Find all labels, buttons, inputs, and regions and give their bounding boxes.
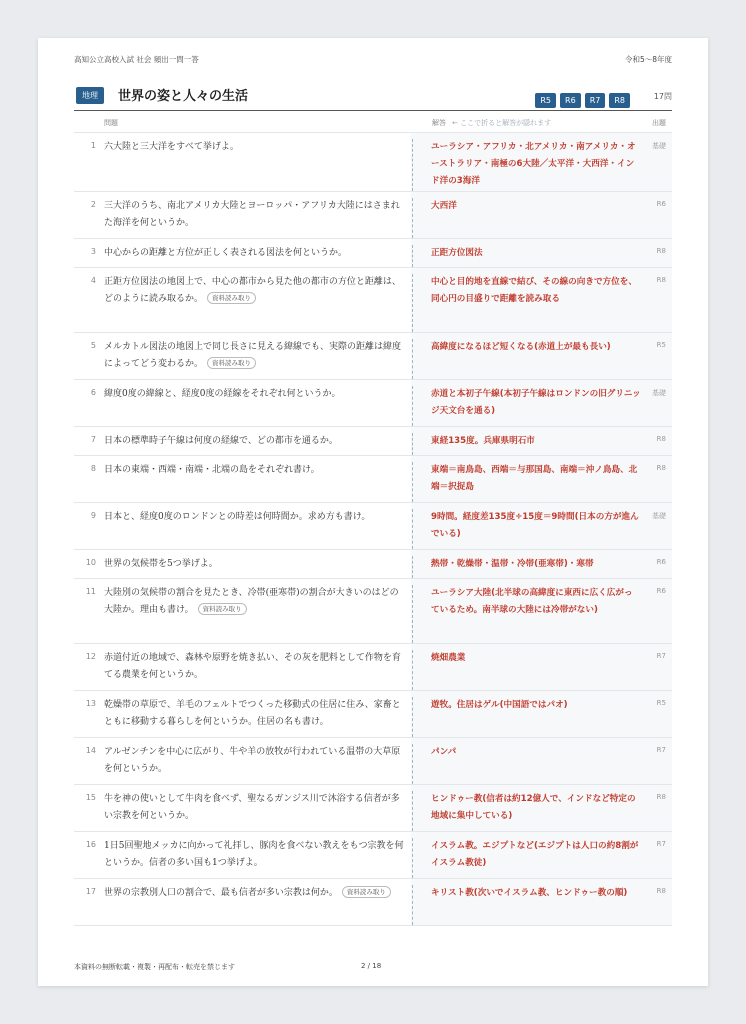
question-text-content: 日本の東端・西端・南端・北端の島をそれぞれ書け。 xyxy=(104,465,320,475)
question-text xyxy=(104,791,404,825)
answer-text: 赤道と本初子午線(本初子午線はロンドンの旧グリニッジ天文台を通る) xyxy=(412,386,641,426)
question-text xyxy=(104,650,404,684)
question-text-content: 1日5回聖地メッカに向かって礼拝し、豚肉を食べない教えをもつ宗教を何というか。信者の多い国も1つ挙げよ。 xyxy=(104,841,404,868)
question-number: 5 xyxy=(90,341,96,350)
header-year-range: 令和5～8年度 xyxy=(624,55,672,64)
question-count: 17問 xyxy=(653,92,672,101)
question-number: 13 xyxy=(85,699,96,708)
answer-text: 東端＝南鳥島、西端＝与那国島、南端＝沖ノ鳥島、北端＝択捉島 xyxy=(412,462,641,502)
answer-text: 大西洋 xyxy=(412,198,641,238)
table-row xyxy=(74,455,672,502)
answer-text: 中心と目的地を直線で結び、その線の向きで方位を、同心円の目盛りで距離を読み取る xyxy=(412,274,641,332)
page-footer xyxy=(74,962,672,972)
table-row xyxy=(74,502,672,549)
question-number: 8 xyxy=(90,464,96,473)
question-text-content: 正距方位図法の地図上で、中心の都市から見た他の都市の方位と距離は、どのように読み取るか。 xyxy=(104,277,401,304)
exam-year-label: R8 xyxy=(656,247,666,255)
answer-text: ユーラシア・アフリカ・北アメリカ・南アメリカ・オーストラリア・南極の6大陸／太平洋・大西洋・インド洋の3海洋 xyxy=(412,139,641,191)
answer-header-label: 解答 xyxy=(432,119,446,127)
exam-year-label: R7 xyxy=(656,840,666,848)
table-row xyxy=(74,332,672,379)
page-number: 2 / 18 xyxy=(361,962,382,970)
table-row xyxy=(74,549,672,578)
table-row xyxy=(74,238,672,267)
question-text xyxy=(104,274,404,308)
question-text xyxy=(104,198,404,232)
question-text xyxy=(104,697,404,731)
question-text-content: 世界の宗教別人口の割合で、最も信者が多い宗教は何か。 xyxy=(104,888,338,898)
exam-year-label: R5 xyxy=(656,341,666,349)
question-text xyxy=(104,462,404,479)
year-badge-r5: R5 xyxy=(535,93,556,108)
question-text xyxy=(104,744,404,778)
data-reading-tag: 資料読み取り xyxy=(207,292,256,304)
question-number: 2 xyxy=(90,200,96,209)
answer-text: 高緯度になるほど短くなる(赤道上が最も長い) xyxy=(412,339,641,379)
question-text xyxy=(104,838,404,872)
question-text-content: 世界の気候帯を5つ挙げよ。 xyxy=(104,559,218,569)
question-number: 17 xyxy=(85,887,96,896)
exam-year-label: R8 xyxy=(656,435,666,443)
page-title: 世界の姿と人々の生活 xyxy=(118,89,249,104)
answer-text: キリスト教(次いでイスラム教、ヒンドゥー教の順) xyxy=(412,885,641,925)
running-header xyxy=(74,54,672,65)
exam-year-label: R7 xyxy=(656,746,666,754)
question-text xyxy=(104,245,404,262)
table-row xyxy=(74,737,672,784)
question-number: 7 xyxy=(90,435,96,444)
question-number: 3 xyxy=(90,247,96,256)
exam-year-label: R6 xyxy=(656,200,666,208)
question-number: 1 xyxy=(90,141,96,150)
table-row xyxy=(74,426,672,455)
table-row xyxy=(74,267,672,332)
exam-year-label: R6 xyxy=(656,587,666,595)
question-text-content: 三大洋のうち、南北アメリカ大陸とヨーロッパ・アフリカ大陸にはさまれた海洋を何というか。 xyxy=(104,201,400,228)
answer-text: パンパ xyxy=(412,744,641,784)
table-row xyxy=(74,132,672,191)
question-text-content: 牛を神の使いとして牛肉を食べず、聖なるガンジス川で沐浴する信者が多い宗教を何というか。 xyxy=(104,794,400,821)
exam-year-label: 基礎 xyxy=(652,512,666,520)
year-badge-r8: R8 xyxy=(609,93,630,108)
question-text xyxy=(104,433,404,450)
question-text-content: 日本と、経度0度のロンドンとの時差は何時間か。求め方も書け。 xyxy=(104,512,371,522)
question-number: 12 xyxy=(85,652,96,661)
header-series-title: 高知公立高校入試 社会 頻出一問一答 xyxy=(74,55,199,64)
document-page xyxy=(38,38,708,986)
answer-text: 東経135度。兵庫県明石市 xyxy=(412,433,641,455)
question-text-content: 乾燥帯の草原で、羊毛のフェルトでつくった移動式の住居に住み、家畜とともに移動する暮らしを何というか。住居の名も書け。 xyxy=(104,700,401,727)
question-text-content: 中心からの距離と方位が正しく表される図法を何というか。 xyxy=(104,248,348,258)
table-row xyxy=(74,878,672,926)
question-number: 15 xyxy=(85,793,96,802)
question-number: 4 xyxy=(90,276,96,285)
question-number: 14 xyxy=(85,746,96,755)
question-text-content: アルゼンチンを中心に広がり、牛や羊の放牧が行われている温帯の大草原を何というか。 xyxy=(104,747,401,774)
answer-text: 9時間。経度差135度÷15度＝9時間(日本の方が進んでいる) xyxy=(412,509,641,549)
qa-table xyxy=(74,110,672,926)
data-reading-tag: 資料読み取り xyxy=(342,886,391,898)
question-number: 11 xyxy=(85,587,96,596)
table-row xyxy=(74,379,672,426)
question-text xyxy=(104,885,404,902)
question-number: 16 xyxy=(85,840,96,849)
question-text-content: 緯度0度の緯線と、経度0度の経線をそれぞれ何というか。 xyxy=(104,389,341,399)
question-text-content: 大陸別の気候帯の割合を見たとき、冷帯(亜寒帯)の割合が大きいのはどの大陸か。理由も書け。 xyxy=(104,588,399,615)
question-number: 10 xyxy=(85,558,96,567)
table-body xyxy=(74,132,672,926)
exam-year-label: R5 xyxy=(656,699,666,707)
question-text-content: 赤道付近の地域で、森林や原野を焼き払い、その灰を肥料として作物を育てる農業を何というか。 xyxy=(104,653,401,680)
question-text xyxy=(104,139,404,156)
question-number: 9 xyxy=(90,511,96,520)
subject-badge: 地理 xyxy=(76,87,104,104)
year-badges xyxy=(531,88,630,108)
table-row xyxy=(74,784,672,831)
exam-year-label: R8 xyxy=(656,276,666,284)
section-title-row xyxy=(74,85,672,109)
copyright-notice: 本資料の無断転載・複製・再配布・転売を禁じます xyxy=(74,963,235,971)
table-row xyxy=(74,191,672,238)
exam-year-label: 基礎 xyxy=(652,389,666,397)
question-text xyxy=(104,556,404,573)
question-text-content: 六大陸と三大洋をすべて挙げよ。 xyxy=(104,142,239,152)
table-row xyxy=(74,690,672,737)
column-header-answer xyxy=(432,118,551,128)
exam-year-label: 基礎 xyxy=(652,142,666,150)
table-row xyxy=(74,643,672,690)
year-badge-r7: R7 xyxy=(585,93,606,108)
exam-year-label: R8 xyxy=(656,887,666,895)
answer-text: 遊牧。住居はゲル(中国語ではパオ) xyxy=(412,697,641,737)
question-text xyxy=(104,339,404,373)
table-row xyxy=(74,831,672,878)
answer-text: 正距方位図法 xyxy=(412,245,641,267)
exam-year-label: R7 xyxy=(656,652,666,660)
data-reading-tag: 資料読み取り xyxy=(198,603,247,615)
table-header xyxy=(74,110,672,132)
question-text xyxy=(104,386,404,403)
answer-text: イスラム教。エジプトなど(エジプトは人口の約8割がイスラム教徒) xyxy=(412,838,641,878)
fold-hint: ← ここで折ると解答が隠れます xyxy=(452,119,552,127)
question-text-content: 日本の標準時子午線は何度の経線で、どの都市を通るか。 xyxy=(104,436,338,446)
column-header-source: 出題 xyxy=(652,119,666,127)
table-row xyxy=(74,578,672,643)
answer-text: 熱帯・乾燥帯・温帯・冷帯(亜寒帯)・寒帯 xyxy=(412,556,641,578)
exam-year-label: R8 xyxy=(656,464,666,472)
data-reading-tag: 資料読み取り xyxy=(207,357,256,369)
answer-text: 焼畑農業 xyxy=(412,650,641,690)
exam-year-label: R8 xyxy=(656,793,666,801)
year-badge-r6: R6 xyxy=(560,93,581,108)
exam-year-label: R6 xyxy=(656,558,666,566)
question-number: 6 xyxy=(90,388,96,397)
answer-text: ヒンドゥー教(信者は約12億人で、インドなど特定の地域に集中している) xyxy=(412,791,641,831)
answer-text: ユーラシア大陸(北半球の高緯度に東西に広く広がっているため。南半球の大陸には冷帯がない) xyxy=(412,585,641,643)
column-header-question: 問題 xyxy=(104,119,118,127)
question-text xyxy=(104,585,404,619)
question-text-content: メルカトル図法の地図上で同じ長さに見える緯線でも、実際の距離は緯度によってどう変わるか。 xyxy=(104,342,402,369)
question-text xyxy=(104,509,404,526)
